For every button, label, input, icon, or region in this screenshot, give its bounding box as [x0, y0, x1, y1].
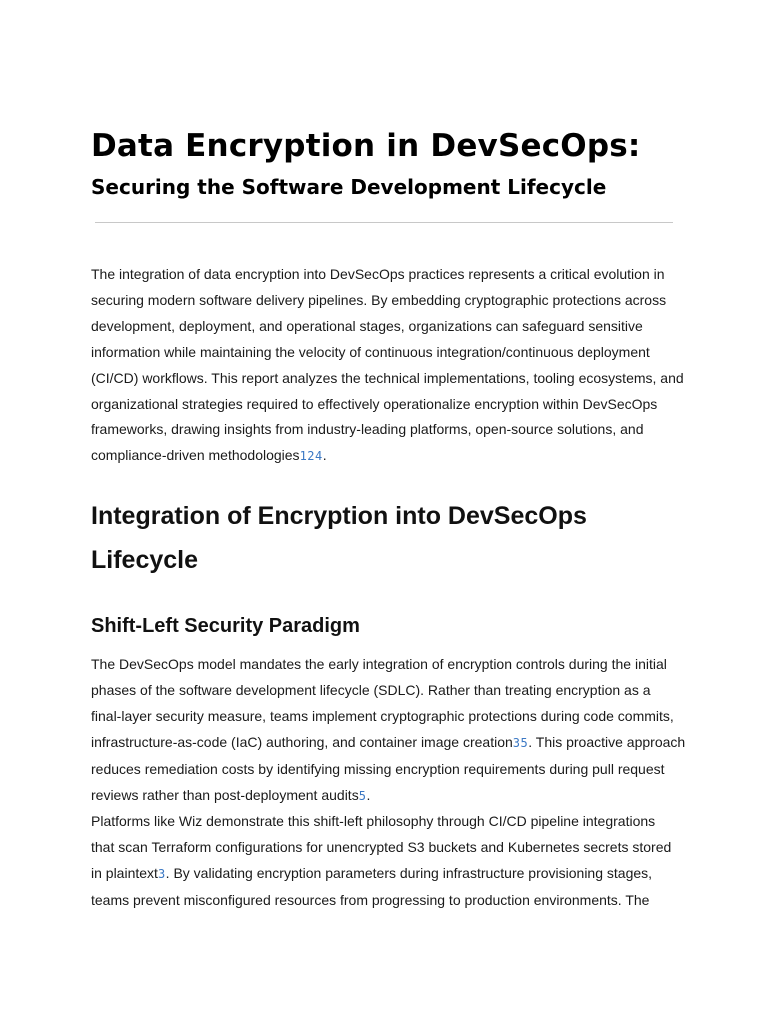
body-paragraph [91, 652, 686, 914]
body-line-end: . By validating encryption parameters during infrastructure provisioning stages, [165, 865, 653, 882]
body-line [91, 730, 686, 757]
document-title: Data Encryption in DevSecOps: [91, 128, 641, 164]
intro-line: securing modern software delivery pipelines. By embedding cryptographic protections across [91, 291, 667, 308]
intro-line: development, deployment, and operational stages, organizations can safeguard sensitive [91, 317, 643, 334]
body-line-text: in plaintext [91, 865, 158, 882]
intro-line: organizational strategies required to effectively operationalize encryption within DevSecOps [91, 395, 658, 412]
intro-line: The integration of data encryption into DevSecOps practices represents a critical evolution in [91, 266, 665, 282]
citation-link[interactable]: 35 [512, 735, 529, 750]
section-heading-line: Lifecycle [91, 546, 199, 574]
intro-line-text: compliance-driven methodologies [91, 447, 300, 464]
title-divider [95, 222, 673, 223]
intro-line: (CI/CD) workflows. This report analyzes the technical implementations, tooling ecosystems, and [91, 369, 684, 386]
body-line-text: infrastructure-as-code (IaC) authoring, and container image creation [91, 733, 513, 750]
body-line: reduces remediation costs by identifying missing encryption requirements during pull request [91, 760, 665, 777]
citation-link[interactable]: 5 [358, 788, 367, 803]
body-line: The DevSecOps model mandates the early integration of encryption controls during the initial [91, 656, 667, 672]
citation-link[interactable]: 124 [299, 449, 323, 464]
intro-line-end: . [322, 447, 327, 464]
section-heading-line: Integration of Encryption into DevSecOps [91, 502, 587, 530]
intro-line: frameworks, drawing insights from industry-leading platforms, open-source solutions, and [91, 421, 644, 438]
section-heading [91, 494, 587, 582]
intro-line [91, 443, 683, 470]
intro-line: information while maintaining the velocity of continuous integration/continuous deployment [91, 343, 650, 360]
intro-paragraph [91, 262, 683, 470]
body-line-end: . This proactive approach [528, 733, 686, 750]
body-line [91, 783, 683, 810]
subsection-heading: Shift-Left Security Paradigm [91, 615, 360, 637]
body-line: Platforms like Wiz demonstrate this shift-left philosophy through CI/CD pipeline integrations [91, 813, 656, 830]
document-subtitle: Securing the Software Development Lifecycle [91, 175, 607, 199]
body-line: teams prevent misconfigured resources from progressing to production environments. The [91, 892, 650, 909]
body-line [91, 861, 683, 888]
body-line: that scan Terraform configurations for unencrypted S3 buckets and Kubernetes secrets stored [91, 839, 672, 856]
body-line: final-layer security measure, teams implement cryptographic protections during code commits, [91, 707, 674, 724]
body-line-end: . [366, 786, 371, 803]
citation-link[interactable]: 3 [157, 867, 166, 882]
body-line-text: reviews rather than post-deployment audits [91, 786, 359, 803]
body-line: phases of the software development lifecycle (SDLC). Rather than treating encryption as a [91, 681, 651, 698]
